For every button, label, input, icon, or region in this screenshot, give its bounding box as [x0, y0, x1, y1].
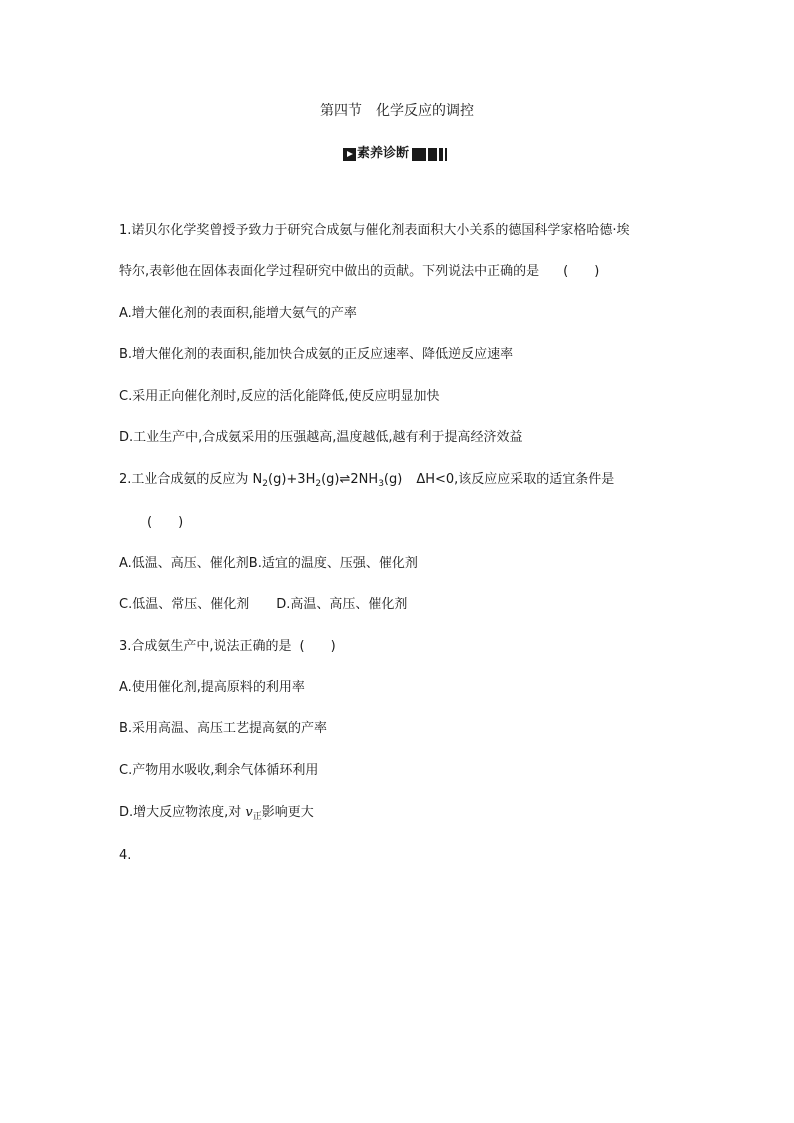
equilibrium-arrow-icon: ⇌ — [339, 472, 351, 487]
q3-answer-blank: ( ) — [299, 639, 336, 654]
q3-option-d-suffix: 影响更大 — [261, 805, 314, 820]
q3-stem-text: 3.合成氨生产中,说法正确的是 — [119, 639, 292, 654]
q3-option-d-sub: 正 — [252, 812, 262, 822]
badge-label: 素养诊断 — [357, 146, 410, 161]
q3-option-a: A.使用催化剂,提高原料的利用率 — [119, 680, 305, 695]
q1-stem-line2 — [119, 263, 599, 281]
q1-option-c: C.采用正向催化剂时,反应的活化能降低,使反应明显加快 — [119, 389, 440, 404]
q3-option-c: C.产物用水吸收,剩余气体循环利用 — [119, 763, 319, 778]
q1-stem-text: 特尔,表彰他在固体表面化学过程研究中做出的贡献。下列说法中正确的是 — [119, 264, 540, 279]
q2-eq-n: N — [252, 472, 263, 487]
q1-option-d: D.工业生产中,合成氨采用的压强越高,温度越低,越有利于提高经济效益 — [119, 430, 523, 445]
q2-stem-prefix: 2.工业合成氨的反应为 — [119, 472, 253, 487]
q3-stem — [119, 638, 336, 656]
q2-stem — [119, 471, 614, 489]
q2-eq-g1: (g)+3H — [268, 472, 316, 487]
q1-stem-line1: 1.诺贝尔化学奖曾授予致力于研究合成氨与催化剂表面积大小关系的德国科学家格哈德·埃 — [119, 223, 630, 238]
q1-option-a: A.增大催化剂的表面积,能增大氨气的产率 — [119, 306, 357, 321]
q2-eq-product: 2NH — [350, 472, 379, 487]
q3-option-d — [119, 804, 314, 822]
q2-eq-g3: (g) — [383, 472, 403, 487]
q2-eq-h-sub: 2 — [315, 479, 322, 489]
q3-option-b: B.采用高温、高压工艺提高氨的产率 — [119, 721, 328, 736]
section-badge — [343, 146, 449, 162]
play-icon — [343, 148, 356, 161]
q2-eq-delta: ΔH<0 — [416, 472, 455, 487]
q2-option-d: D.高温、高压、催化剂 — [276, 597, 408, 612]
q2-eq-g2: (g) — [321, 472, 340, 487]
bars-decoration-icon — [412, 148, 449, 161]
q2-answer-blank: ( ) — [147, 515, 184, 530]
q3-option-d-prefix: D.增大反应物浓度,对 — [119, 805, 246, 820]
q4-stem: 4. — [119, 848, 132, 863]
q2-stem-suffix: ,该反应应采取的适宜条件是 — [454, 472, 615, 487]
q1-answer-blank: ( ) — [563, 264, 600, 279]
q2-option-c: C.低温、常压、催化剂 — [119, 597, 250, 612]
q3-option-d-v: v — [245, 805, 253, 820]
q2-options-cd — [119, 596, 407, 614]
page-title: 第四节 化学反应的调控 — [320, 103, 474, 119]
q2-eq-nh-sub: 3 — [378, 479, 384, 489]
q2-option-ab: A.低温、高压、催化剂B.适宜的温度、压强、催化剂 — [119, 556, 418, 571]
q1-option-b: B.增大催化剂的表面积,能加快合成氨的正反应速率、降低逆反应速率 — [119, 347, 514, 362]
q2-eq-n-sub: 2 — [262, 479, 269, 489]
